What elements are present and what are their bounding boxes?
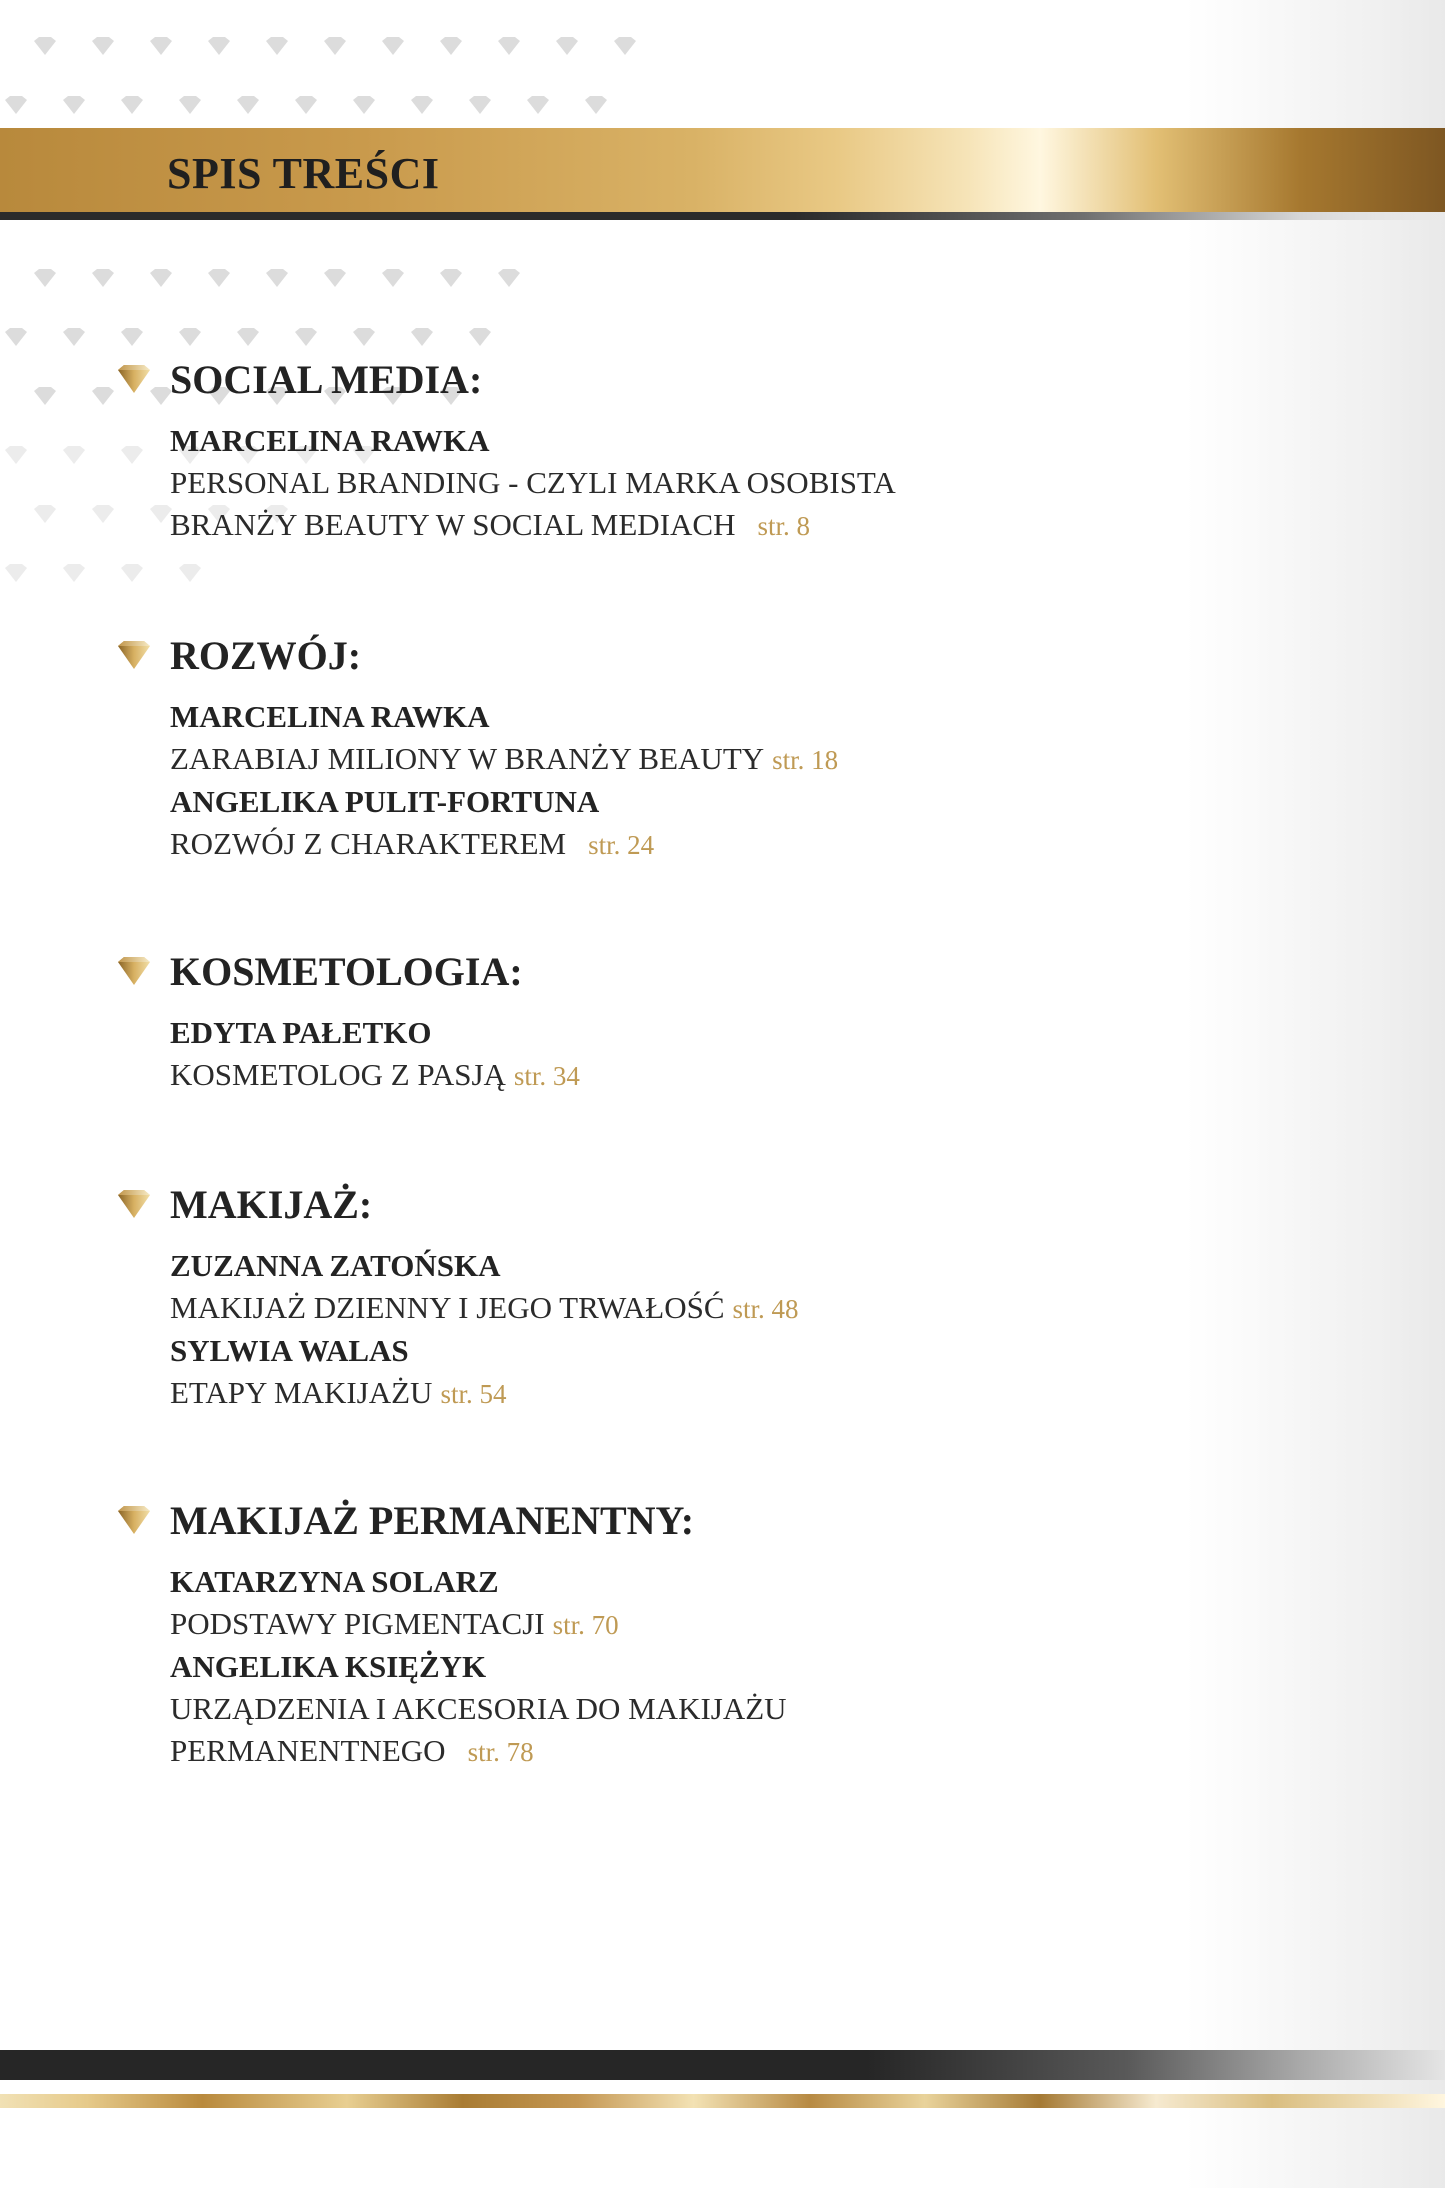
entry-title-text: PODSTAWY PIGMENTACJI xyxy=(170,1606,545,1641)
section-title: MAKIJAŻ PERMANENTNY: xyxy=(170,1498,695,1543)
entry-title xyxy=(170,1287,799,1330)
page-reference: str. 78 xyxy=(467,1737,534,1767)
page-title: SPIS TREŚCI xyxy=(167,149,440,198)
entry-title-text: ETAPY MAKIJAŻU xyxy=(170,1375,433,1410)
entry-title: PERSONAL BRANDING - CZYLI MARKA OSOBISTA xyxy=(170,465,896,500)
page-edge-shade xyxy=(1185,0,1445,2188)
entry-author: MARCELINA RAWKA xyxy=(170,699,490,734)
entry-author: KATARZYNA SOLARZ xyxy=(170,1564,499,1599)
page-reference: str. 70 xyxy=(552,1610,619,1640)
section-title: SOCIAL MEDIA: xyxy=(170,357,483,402)
entry-title xyxy=(170,504,896,547)
gold-diamond-icon xyxy=(116,1189,152,1219)
entry-author: EDYTA PAŁETKO xyxy=(170,1015,432,1050)
footer-dark-band xyxy=(0,2050,1445,2080)
section-entries xyxy=(170,696,838,866)
header-underline xyxy=(0,212,1445,220)
entry-title xyxy=(170,1730,787,1773)
footer-gold-band xyxy=(0,2094,1445,2108)
entry-author: MARCELINA RAWKA xyxy=(170,423,490,458)
page-reference: str. 18 xyxy=(772,745,839,775)
gold-diamond-icon xyxy=(116,956,152,986)
entry-title-text: ROZWÓJ Z CHARAKTEREM xyxy=(170,826,567,861)
section-title: KOSMETOLOGIA: xyxy=(170,949,523,994)
entry-title xyxy=(170,1603,787,1646)
entry-title-text: BRANŻY BEAUTY W SOCIAL MEDIACH xyxy=(170,507,736,542)
section-entries xyxy=(170,1561,787,1773)
page-reference: str. 54 xyxy=(440,1379,507,1409)
gold-diamond-icon xyxy=(116,364,152,394)
entry-title-text: ZARABIAJ MILIONY W BRANŻY BEAUTY xyxy=(170,741,765,776)
section-title: MAKIJAŻ: xyxy=(170,1182,373,1227)
entry-title xyxy=(170,1054,580,1097)
section-title: ROZWÓJ: xyxy=(170,633,362,678)
entry-title: URZĄDZENIA I AKCESORIA DO MAKIJAŻU xyxy=(170,1691,787,1726)
entry-title xyxy=(170,1372,799,1415)
entry-title-text: MAKIJAŻ DZIENNY I JEGO TRWAŁOŚĆ xyxy=(170,1290,725,1325)
entry-author: SYLWIA WALAS xyxy=(170,1333,409,1368)
section-entries xyxy=(170,1012,580,1097)
page-reference: str. 34 xyxy=(513,1061,580,1091)
section-entries xyxy=(170,1245,799,1415)
page-reference: str. 48 xyxy=(732,1294,799,1324)
gold-diamond-icon xyxy=(116,640,152,670)
page-reference: str. 8 xyxy=(757,511,810,541)
entry-author: ANGELIKA KSIĘŻYK xyxy=(170,1649,487,1684)
entry-title-text: KOSMETOLOG Z PASJĄ xyxy=(170,1057,506,1092)
entry-author: ANGELIKA PULIT-FORTUNA xyxy=(170,784,600,819)
gold-diamond-icon xyxy=(116,1505,152,1535)
page-reference: str. 24 xyxy=(588,830,655,860)
entry-author: ZUZANNA ZATOŃSKA xyxy=(170,1248,501,1283)
entry-title-text: PERMANENTNEGO xyxy=(170,1733,446,1768)
entry-title xyxy=(170,738,838,781)
section-entries xyxy=(170,420,896,547)
entry-title xyxy=(170,823,838,866)
